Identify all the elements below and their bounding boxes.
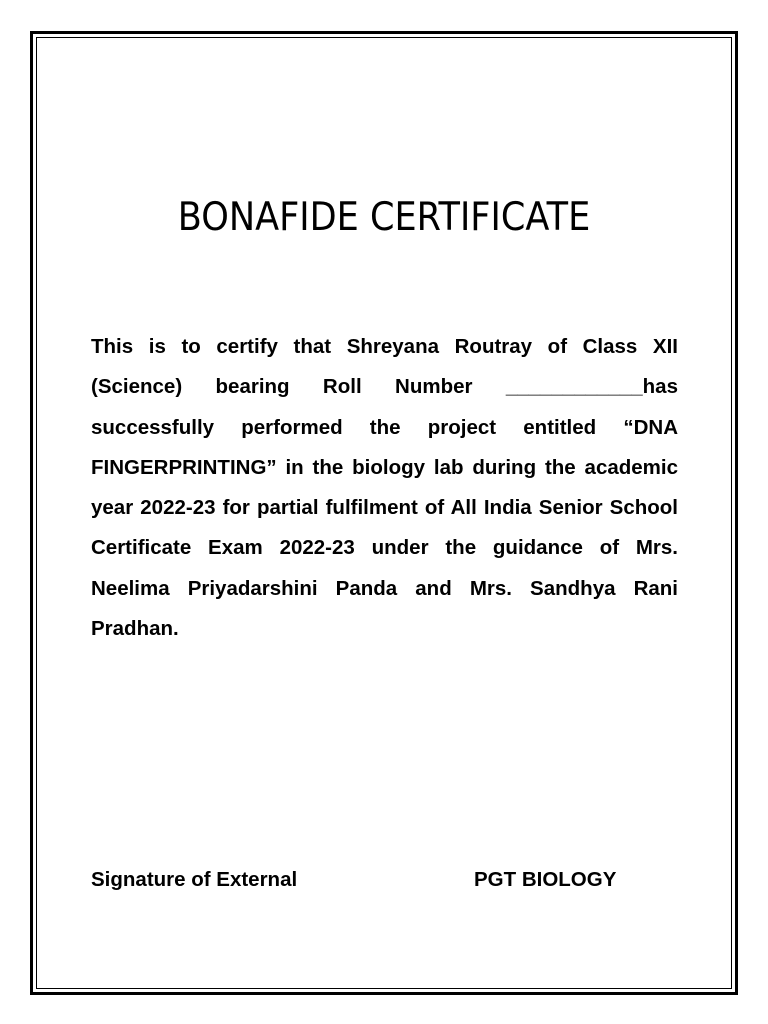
pgt-biology-signature-label: PGT BIOLOGY bbox=[474, 868, 617, 891]
certificate-body-text: This is to certify that Shreyana Routray of Class XII (Science) bearing Roll Number ____________has successfully performed the project entitled “DNA FINGERPRINTING” in the biology lab during the academic year 2022-23 for partial fulfilment of All India Senior School Certificate Exam 2022-23 under the guidance of Mrs. Neelima Priyadarshini Panda and Mrs. Sandhya Rani Pradhan. bbox=[91, 335, 678, 641]
external-signature-label: Signature of External bbox=[91, 868, 298, 891]
certificate-title: BONAFIDE CERTIFICATE bbox=[177, 195, 591, 240]
